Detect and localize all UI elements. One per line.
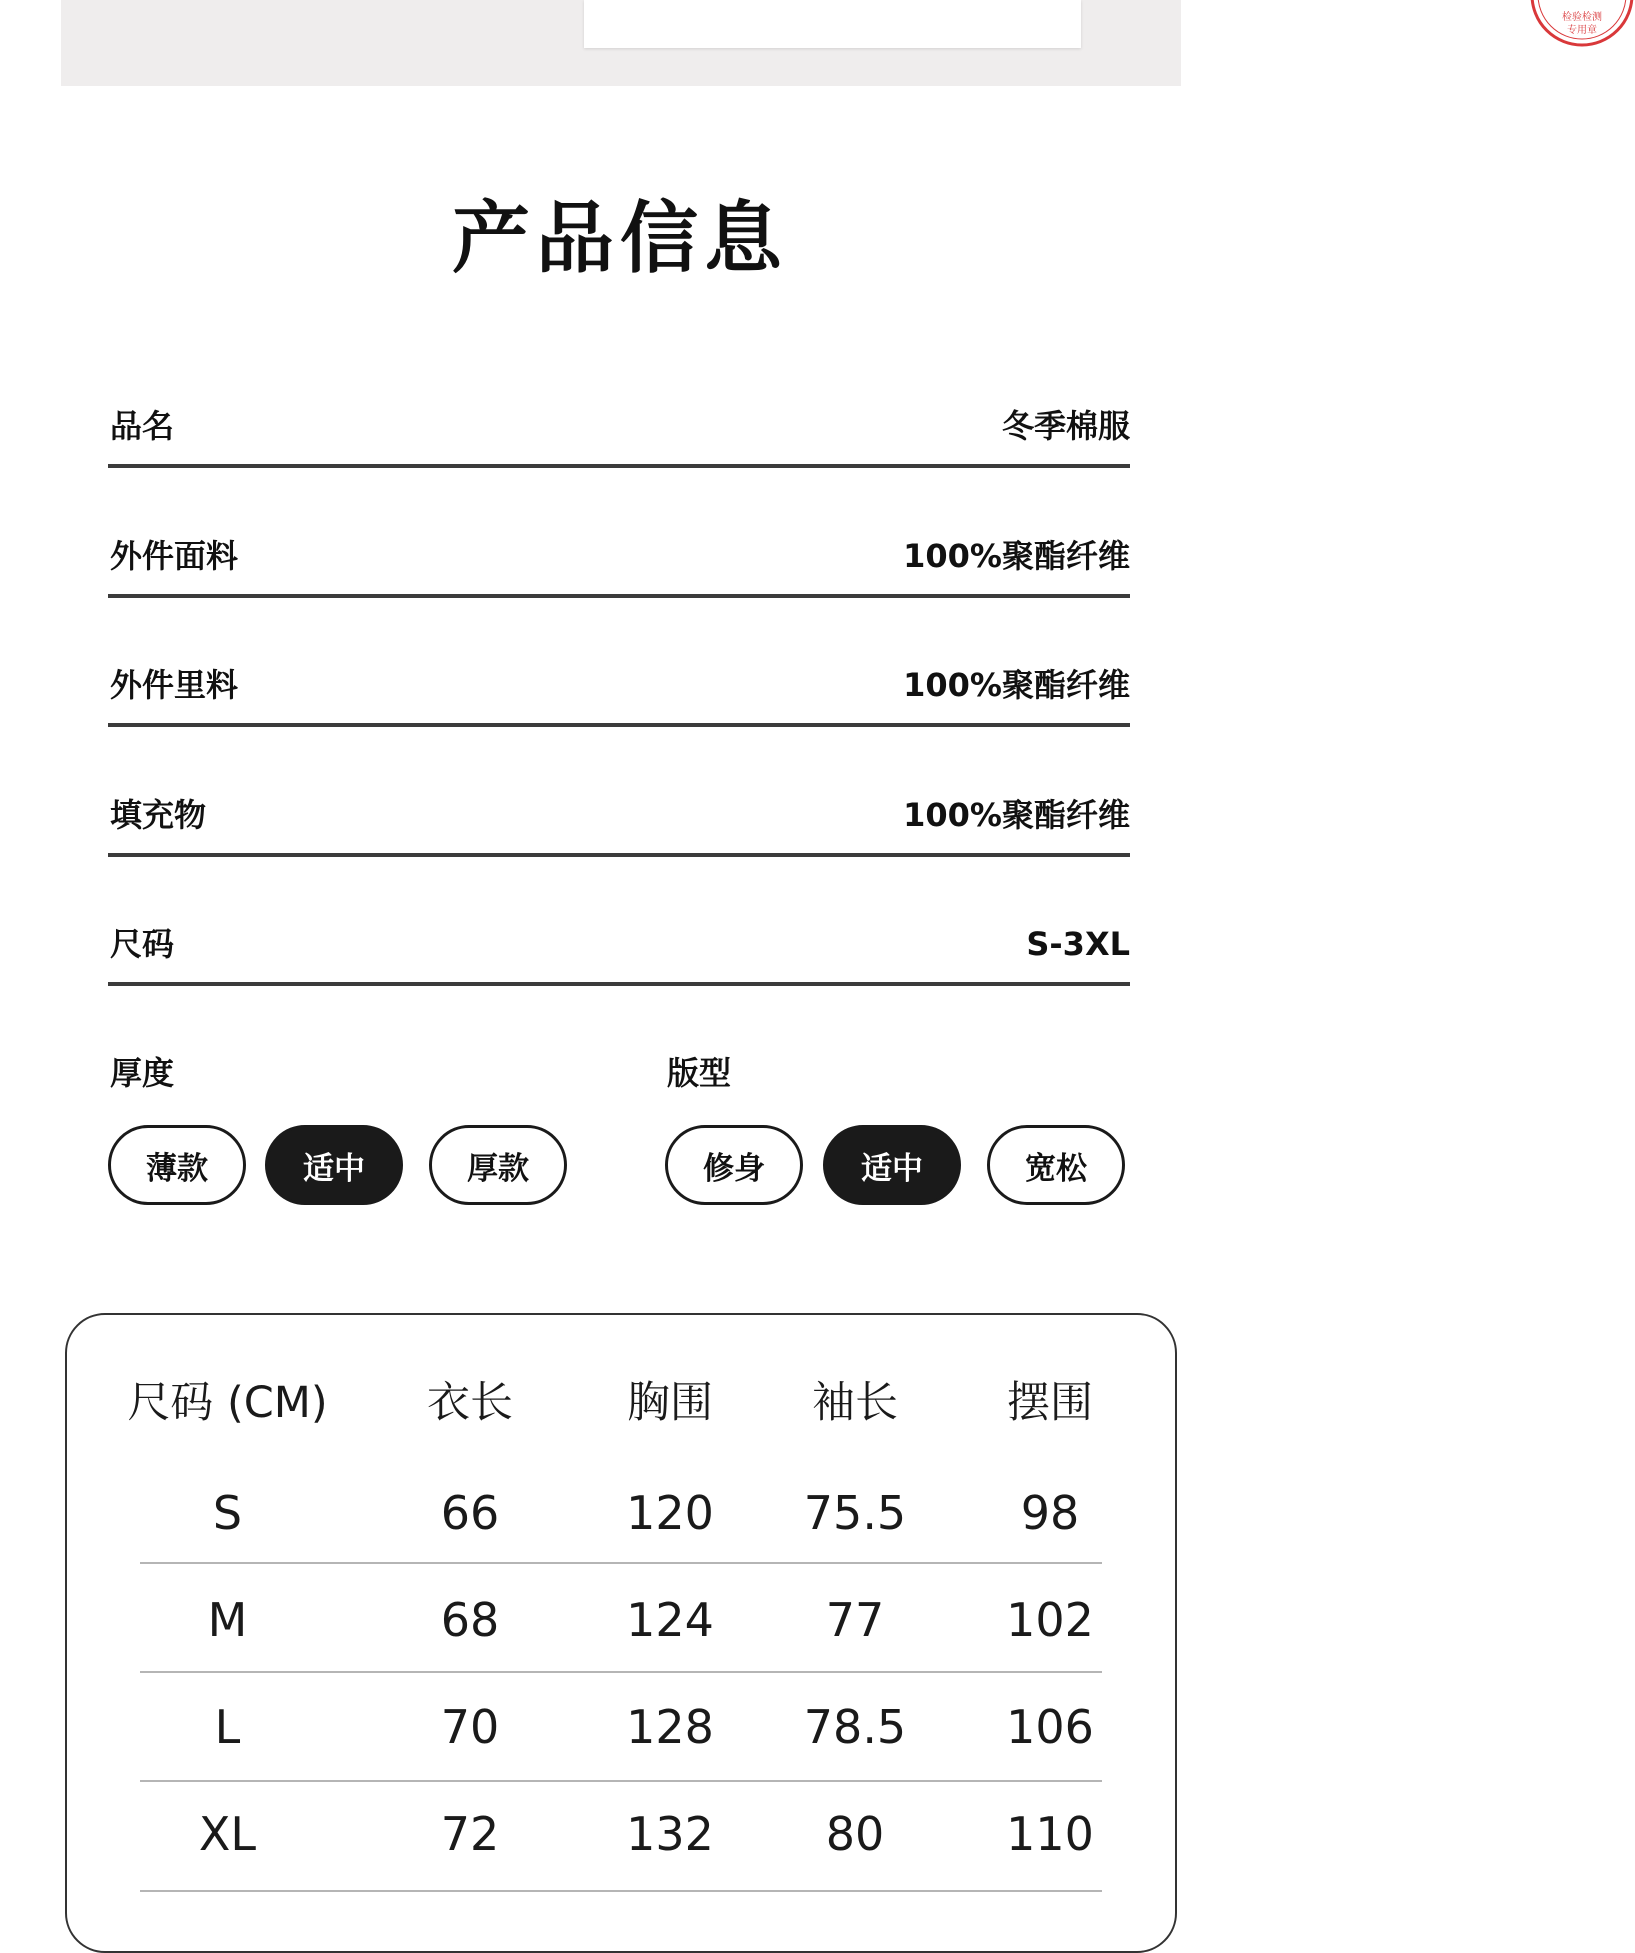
fit-title: 版型 bbox=[667, 1054, 732, 1092]
info-value: 冬季棉服 bbox=[1001, 407, 1130, 445]
fit-option-loose[interactable]: 宽松 bbox=[987, 1125, 1125, 1205]
row-divider bbox=[140, 1671, 1102, 1673]
table-cell-sleeve: 77 bbox=[825, 1593, 885, 1647]
thickness-option-medium[interactable]: 适中 bbox=[265, 1125, 403, 1205]
table-cell-length: 72 bbox=[440, 1807, 500, 1861]
info-label: 品名 bbox=[110, 407, 175, 445]
table-header-length: 衣长 bbox=[427, 1378, 513, 1428]
info-row-lining bbox=[108, 667, 1130, 727]
table-cell-chest: 132 bbox=[626, 1807, 714, 1861]
inspection-seal-icon bbox=[1529, 0, 1635, 48]
table-cell-chest: 128 bbox=[626, 1700, 714, 1754]
table-cell-length: 68 bbox=[440, 1593, 500, 1647]
fit-option-slim[interactable]: 修身 bbox=[665, 1125, 803, 1205]
info-value: 100%聚酯纤维 bbox=[903, 537, 1130, 575]
row-divider bbox=[140, 1562, 1102, 1564]
table-cell-chest: 124 bbox=[626, 1593, 714, 1647]
table-header-sleeve: 袖长 bbox=[812, 1378, 898, 1428]
table-cell-sleeve: 78.5 bbox=[803, 1700, 907, 1754]
table-cell-sleeve: 80 bbox=[825, 1807, 885, 1861]
table-cell-hem: 102 bbox=[1006, 1593, 1094, 1647]
thickness-title: 厚度 bbox=[110, 1054, 175, 1092]
table-cell-length: 66 bbox=[440, 1486, 500, 1540]
svg-text:检验检测: 检验检测 bbox=[1562, 12, 1602, 23]
table-cell-hem: 98 bbox=[1020, 1486, 1080, 1540]
table-cell-size: S bbox=[212, 1486, 243, 1540]
table-cell-length: 70 bbox=[440, 1700, 500, 1754]
row-divider bbox=[140, 1780, 1102, 1782]
info-label: 外件里料 bbox=[110, 666, 239, 704]
info-value: S-3XL bbox=[1026, 925, 1130, 963]
info-row-size-range bbox=[108, 926, 1130, 986]
table-cell-sleeve: 75.5 bbox=[803, 1486, 907, 1540]
table-cell-size: M bbox=[207, 1593, 248, 1647]
table-header-size: 尺码 (CM) bbox=[127, 1378, 328, 1428]
table-header-chest: 胸围 bbox=[627, 1378, 713, 1428]
thickness-option-thick[interactable]: 厚款 bbox=[429, 1125, 567, 1205]
info-label: 尺码 bbox=[110, 925, 175, 963]
certificate-card bbox=[584, 0, 1602, 48]
info-label: 外件面料 bbox=[110, 537, 239, 575]
page-title: 产品信息 bbox=[451, 194, 788, 284]
thickness-option-thin[interactable]: 薄款 bbox=[108, 1125, 246, 1205]
info-label: 填充物 bbox=[110, 796, 207, 834]
info-row-filling bbox=[108, 797, 1130, 857]
fit-option-regular[interactable]: 适中 bbox=[823, 1125, 961, 1205]
info-row-product-name bbox=[108, 408, 1130, 468]
info-value: 100%聚酯纤维 bbox=[903, 666, 1130, 704]
info-value: 100%聚酯纤维 bbox=[903, 796, 1130, 834]
table-cell-size: L bbox=[214, 1700, 241, 1754]
table-cell-size: XL bbox=[198, 1807, 257, 1861]
table-header-hem: 摆围 bbox=[1007, 1378, 1093, 1428]
table-cell-chest: 120 bbox=[626, 1486, 714, 1540]
info-row-outer-fabric bbox=[108, 538, 1130, 598]
svg-text:专用章: 专用章 bbox=[1567, 25, 1597, 36]
table-cell-hem: 110 bbox=[1006, 1807, 1094, 1861]
row-divider bbox=[140, 1890, 1102, 1892]
table-cell-hem: 106 bbox=[1006, 1700, 1094, 1754]
